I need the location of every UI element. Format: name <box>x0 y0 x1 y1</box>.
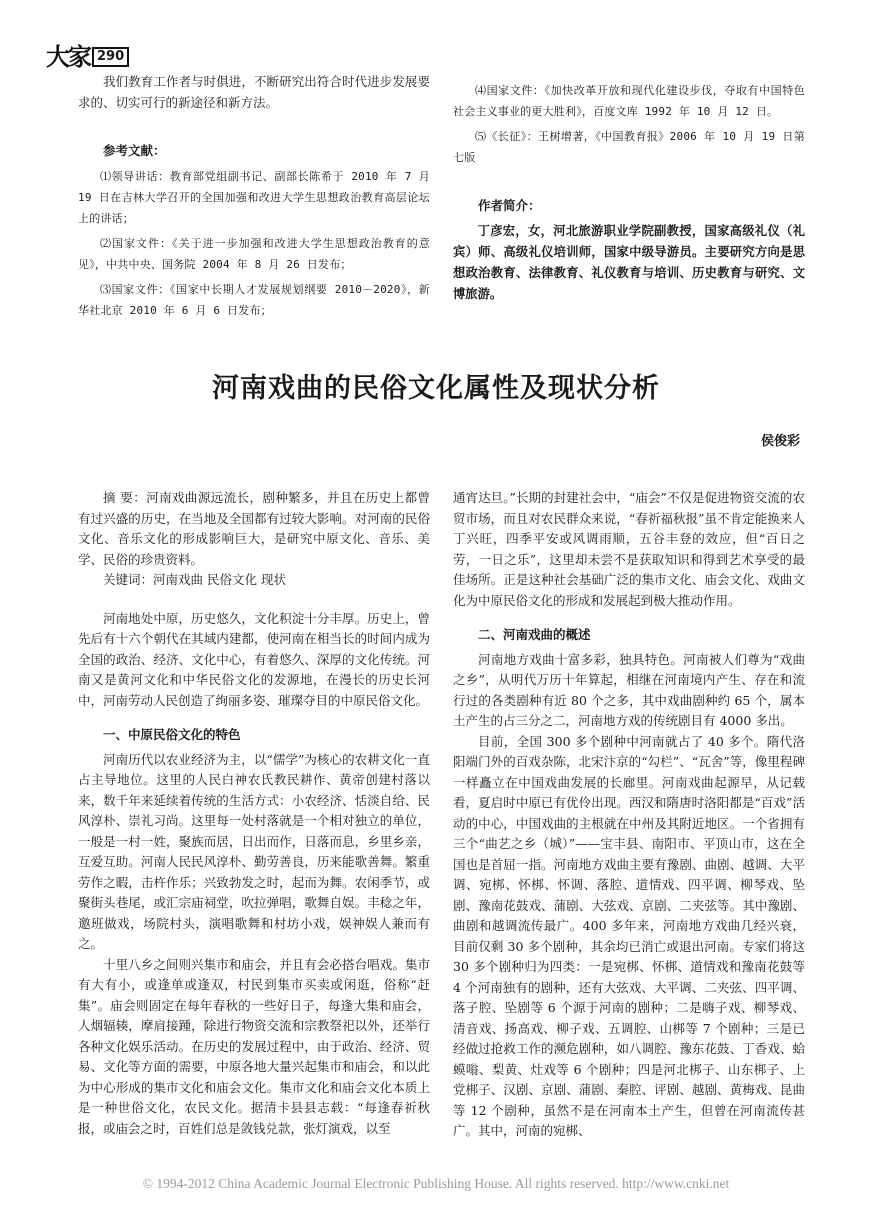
article-author: 侯俊彩 <box>760 434 800 449</box>
section-2-heading: 二、河南戏曲的概述 <box>478 627 591 642</box>
section-2-paragraph: 河南地方戏曲十富多彩，独具特色。河南被人们尊为“戏曲之乡”，从明代万历十年算起，相继在河南境内产生、存在和流行过的各类剧种有近 80 个之多，其中戏曲剧种约 65 个，属本土产生的占三分之二，河南地方戏的传统剧目有 4000 多出。 <box>453 651 805 728</box>
continuation-paragraph: 通宵达旦。”长期的封建社会中，“庙会”不仅是促进物资交流的农贸市场，而且对农民群众来说，“春祈福秋报”虽不肯定能换来人丁兴旺，四季平安或风调雨顺，五谷丰登的效应，但“百日之劳，一日之乐”，这里却未尝不是获取知识和得到艺术享受的最佳场所。正是这种社会基础广泛的集市文化、庙会文化、戏曲文化为中原民俗文化的形成和发展起到极大推动作用。 <box>453 490 805 608</box>
article-title: 河南戏曲的民俗文化属性及现状分析 <box>212 373 660 404</box>
section-2-paragraph: 目前，全国 300 多个剧种中河南就占了 40 多个。隋代洛阳端门外的百戏杂陈，北宋汴京的“勾栏”、“瓦舍”等，像里程碑一样矗立在中国戏曲发展的长廊里。河南戏曲起源早，从记载看，夏启时中原已有优伶出现。西汉和隋唐时洛阳都是“百戏”活动的中心，中国戏曲的主根就在中州及其附近地区。一个省拥有三个“曲艺之乡（城）”——宝丰县、南阳市、平顶山市，这在全国也是首屈一指。河南地方戏曲主要有豫剧、曲剧、越调、大平调、宛梆、怀梆、怀调、落腔、道情戏、四平调、柳琴戏、坠剧、豫南花鼓戏、蒲剧、大弦戏、京剧、二夹弦等。其中豫剧、曲剧和越调流传最广。400 多年来，河南地方戏曲几经兴衰，目前仅剩 30 多个剧种，其余均已消亡或退出河南。专家们将这 30 多个剧种归为四类：一是宛梆、怀梆、道情戏和豫南花鼓等 4 个河南独有的剧种，还有大弦戏、大平调、二夹弦、四平调、落子腔、坠剧等 6 个源于河南的剧种；二是嗨子戏、柳琴戏、清音戏、扬高戏、柳子戏、五调腔、山梆等 7 个剧种；三是已经做过抢救工作的濒危剧种，如八调腔、豫东花鼓、丁香戏、蛤蟆嗡、梨黄、灶戏等 6 个剧种；四是河北梆子、山东梆子、上党梆子、汉剧、京剧、蒲剧、秦腔、评剧、越剧、黄梅戏、昆曲等 12 个剧种，虽然不是在河南本土产生，但曾在河南流传甚广。其中，河南的宛梆、 <box>453 733 805 1138</box>
previous-article-left-column <box>78 72 430 325</box>
author-profile-heading: 作者简介： <box>478 198 541 213</box>
reference-item: ⑶国家文件：《国家中长期人才发展规划纲要 2010－2020》，新华社北京 2010 年 6 月 6 日发布； <box>78 282 430 317</box>
journal-logo <box>46 44 129 70</box>
author-profile-text: 丁彦宏，女，河北旅游职业学院副教授，国家高级礼仪（礼宾）师、高级礼仪培训师，国家中级导游员。主要研究方向是思想政治教育、法律教育、礼仪教育与培训、历史教育与研究、文博旅游。 <box>453 223 805 301</box>
reference-item: ⑴领导讲话：教育部党组副书记、副部长陈希于 2010 年 7 月 19 日在吉林大学召开的全国加强和改进大学生思想政治教育高层论坛上的讲话； <box>78 169 430 225</box>
previous-article-right-column <box>453 80 805 305</box>
abstract: 摘 要：河南戏曲源远流长，剧种繁多，并且在历史上都曾有过兴盛的历史，在当地及全国都有过较大影响。对河南的民俗文化、音乐文化的形成影响巨大，是研究中原文化、音乐、美学、民俗的珍贵资料。 <box>78 490 430 567</box>
keywords: 关键词：河南戏曲 民俗文化 现状 <box>103 572 286 587</box>
reference-item: ⑷国家文件：《加快改革开放和现代化建设步伐，夺取有中国特色社会主义事业的更大胜利》，百度文库 1992 年 10 月 12 日。 <box>453 84 805 118</box>
previous-article-continuation: 我们教育工作者与时俱进，不断研究出符合时代进步发展要求的、切实可行的新途径和新方法。 <box>78 74 430 110</box>
copyright-footer: © 1994-2012 China Academic Journal Electronic Publishing House. All rights reserved. http://www.cnki.net <box>142 1176 730 1191</box>
page-number: 290 <box>92 47 129 67</box>
article-right-column <box>453 488 805 1142</box>
section-1-paragraph: 河南历代以农业经济为主，以“儒学”为核心的农耕文化一直占主导地位。这里的人民白神农氏教民耕作、黄帝创建村落以来，数千年来延续着传统的生活方式：小农经济、恬淡自给、民风淳朴、崇礼习尚。这里每一处村落就是一个相对独立的单位，一般是一村一姓，聚族而居，日出而作，日落而息，乡里乡亲，互爱互助。河南人民民风淳朴、勤劳善良，历来能歌善舞。繁重劳作之暇，击杵作乐；兴致勃发之时，起而为舞。农闲季节，或聚街头巷尾，或汇宗庙祠堂，吹拉弹唱，歌舞自娱。丰稔之年，邀班做戏，场院村头，演唱歌舞和村坊小戏，娱神娱人兼而有之。 <box>78 751 430 951</box>
reference-item: ⑸《长征》：王树增著，《中国教育报》2006 年 10 月 19 日第七版 <box>453 130 805 164</box>
intro-paragraph: 河南地处中原，历史悠久，文化积淀十分丰厚。历史上，曾先后有十六个朝代在其域内建都，使河南在相当长的时间内成为全国的政治、经济、文化中心，有着悠久、深厚的文化传统。河南又是黄河文化和中华民俗文化的发源地，在漫长的历史长河中，河南劳动人民创造了绚丽多姿、璀璨夺目的中原民俗文化。 <box>78 610 430 708</box>
journal-logo-text: 大家 <box>46 43 90 71</box>
article-left-column <box>78 488 430 1139</box>
section-1-heading: 一、中原民俗文化的特色 <box>103 727 241 742</box>
section-1-paragraph: 十里八乡之间则兴集市和庙会，并且有会必搭台唱戏。集市有大有小，或逢单或逢双，村民到集市买卖或闲逛，俗称“赶集”。庙会则固定在每年春秋的一些好日子，每逢大集和庙会，人烟辐辏，摩肩接踵，除进行物资交流和宗教祭祀以外，还举行各种文化娱乐活动。在历史的发展过程中，由于政治、经济、贸易、文化等方面的需要，中原各地大量兴起集市和庙会，和以此为中心形成的集市文化和庙会文化。集市文化和庙会文化本质上是一种世俗文化，农民文化。据清卡县县志载：“每逢春祈秋报，或庙会之时，百姓们总是敛钱兑款，张灯演戏，以至 <box>78 956 430 1136</box>
references-heading: 参考文献： <box>103 143 166 158</box>
reference-item: ⑵国家文件：《关于进一步加强和改进大学生思想政治教育的意见》，中共中央、国务院 2004 年 8 月 26 日发布； <box>78 236 430 271</box>
